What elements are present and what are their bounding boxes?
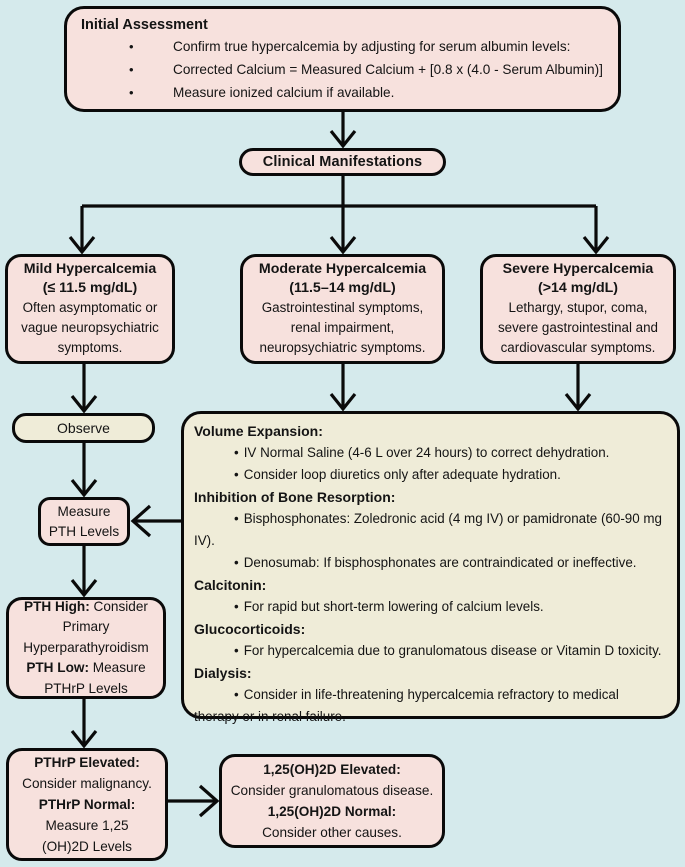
- pth-low-row: [15, 658, 157, 678]
- pthrp-elevated-value: Consider malignancy.: [22, 776, 152, 791]
- treatment-item: • Bisphosphonates: Zoledronic acid (4 mg IV) or pamidronate (60-90 mg IV).: [194, 511, 663, 548]
- list-item: • Corrected Calcium = Measured Calcium + [0.8 x (4.0 - Serum Albumin)]: [81, 58, 606, 81]
- treatment-item: • Consider in life-threatening hypercalcemia refractory to medical therapy or in renal failure.: [194, 687, 619, 724]
- pth-high-value: Consider: [89, 598, 148, 614]
- severe-title-line1: Severe Hypercalcemia: [502, 261, 654, 277]
- moderate-body-line2: renal impairment,: [290, 320, 395, 335]
- clinical-manifestations-label: Clinical Manifestations: [262, 154, 423, 170]
- pthrp-elevated-label: PTHrP Elevated:: [34, 755, 140, 770]
- initial-assessment-title: Initial Assessment: [81, 17, 208, 33]
- vitd-normal-value: Consider other causes.: [262, 825, 402, 840]
- vitd-elevated-label: 1,25(OH)2D Elevated:: [263, 762, 401, 777]
- treatment-item: • IV Normal Saline (4-6 L over 24 hours) to correct dehydration.: [234, 445, 610, 460]
- pth-low-line2: PTHrP Levels: [44, 680, 128, 696]
- severe-body-line1: Lethargy, stupor, coma,: [508, 300, 648, 315]
- node-pthrp-result: [6, 748, 168, 861]
- pth-low-value: Measure: [89, 660, 146, 676]
- treatment-item-text: Denosumab: If bisphosphonates are contraindicated or ineffective.: [243, 555, 637, 570]
- treatment-item-text: For hypercalcemia due to granulomatous disease or Vitamin D toxicity.: [243, 643, 662, 658]
- initial-assessment-bullets: [81, 35, 606, 104]
- moderate-title-line1: Moderate Hypercalcemia: [258, 261, 427, 277]
- node-initial-assessment: [64, 6, 621, 112]
- treatment-item: • Denosumab: If bisphosphonates are contraindicated or ineffective.: [234, 555, 637, 570]
- node-pth-result: [6, 597, 166, 699]
- pth-high-label: PTH High:: [24, 598, 90, 614]
- severe-body-line3: cardiovascular symptoms.: [500, 340, 656, 355]
- node-moderate-hypercalcemia: [240, 254, 445, 364]
- mild-body-line1: Often asymptomatic or: [22, 300, 158, 315]
- pthrp-normal-value-line1: Measure 1,25: [45, 818, 129, 833]
- vitd-normal-label: 1,25(OH)2D Normal:: [267, 804, 397, 819]
- severe-body-line2: severe gastrointestinal and: [497, 320, 659, 335]
- treatment-item-text: Consider loop diuretics only after adequate hydration.: [243, 467, 561, 482]
- treatment-item: • Consider loop diuretics only after adequate hydration.: [234, 467, 561, 482]
- pthrp-normal-value-line2: (OH)2D Levels: [42, 839, 132, 854]
- list-item: • Confirm true hypercalcemia by adjusting for serum albumin levels:: [81, 35, 606, 58]
- pth-high-row: [15, 597, 157, 617]
- pth-high-line3: Hyperparathyroidism: [23, 639, 149, 655]
- mild-body-line3: symptoms.: [57, 340, 123, 355]
- treatment-heading: Calcitonin:: [194, 577, 267, 593]
- treatment-heading: Glucocorticoids:: [194, 621, 306, 637]
- measure-pth-line1: Measure: [57, 503, 111, 519]
- moderate-body-line1: Gastrointestinal symptoms,: [261, 300, 424, 315]
- measure-pth-line2: PTH Levels: [48, 523, 120, 539]
- pthrp-normal-label: PTHrP Normal:: [38, 797, 136, 812]
- mild-body-line2: vague neuropsychiatric: [21, 320, 159, 335]
- treatment-item-text: IV Normal Saline (4-6 L over 24 hours) to correct dehydration.: [243, 445, 610, 460]
- node-vitd-result: [219, 754, 445, 848]
- treatment-item: • For rapid but short-term lowering of calcium levels.: [234, 599, 544, 614]
- treatment-item-text: Bisphosphonates: Zoledronic acid (4 mg IV) or pamidronate (60-90 mg IV).: [194, 511, 663, 548]
- node-clinical-manifestations: [239, 148, 446, 176]
- mild-title-line2: (≤ 11.5 mg/dL): [42, 280, 138, 296]
- vitd-elevated-value: Consider granulomatous disease.: [230, 783, 434, 798]
- pth-low-label: PTH Low:: [26, 660, 89, 676]
- moderate-title-line2: (11.5–14 mg/dL): [289, 280, 396, 296]
- node-treatment-plan: [181, 411, 680, 724]
- moderate-body-line3: neuropsychiatric symptoms.: [259, 340, 426, 355]
- list-item: • Measure ionized calcium if available.: [81, 81, 606, 104]
- severe-title-line2: (>14 mg/dL): [537, 280, 618, 296]
- node-mild-hypercalcemia: [5, 254, 175, 364]
- node-observe: [12, 413, 155, 443]
- node-measure-pth-levels: [38, 497, 130, 546]
- treatment-item-text: Consider in life-threatening hypercalcemia refractory to medical therapy or in renal failure.: [194, 687, 619, 724]
- treatment-heading: Inhibition of Bone Resorption:: [194, 489, 396, 505]
- treatment-item: • For hypercalcemia due to granulomatous disease or Vitamin D toxicity.: [234, 643, 662, 658]
- treatment-item-text: For rapid but short-term lowering of calcium levels.: [243, 599, 544, 614]
- mild-title-line1: Mild Hypercalcemia: [23, 261, 157, 277]
- pth-high-line2: Primary: [62, 619, 110, 635]
- observe-label: Observe: [57, 420, 110, 436]
- node-severe-hypercalcemia: [480, 254, 676, 364]
- treatment-heading: Volume Expansion:: [194, 423, 323, 439]
- treatment-heading: Dialysis:: [194, 665, 252, 681]
